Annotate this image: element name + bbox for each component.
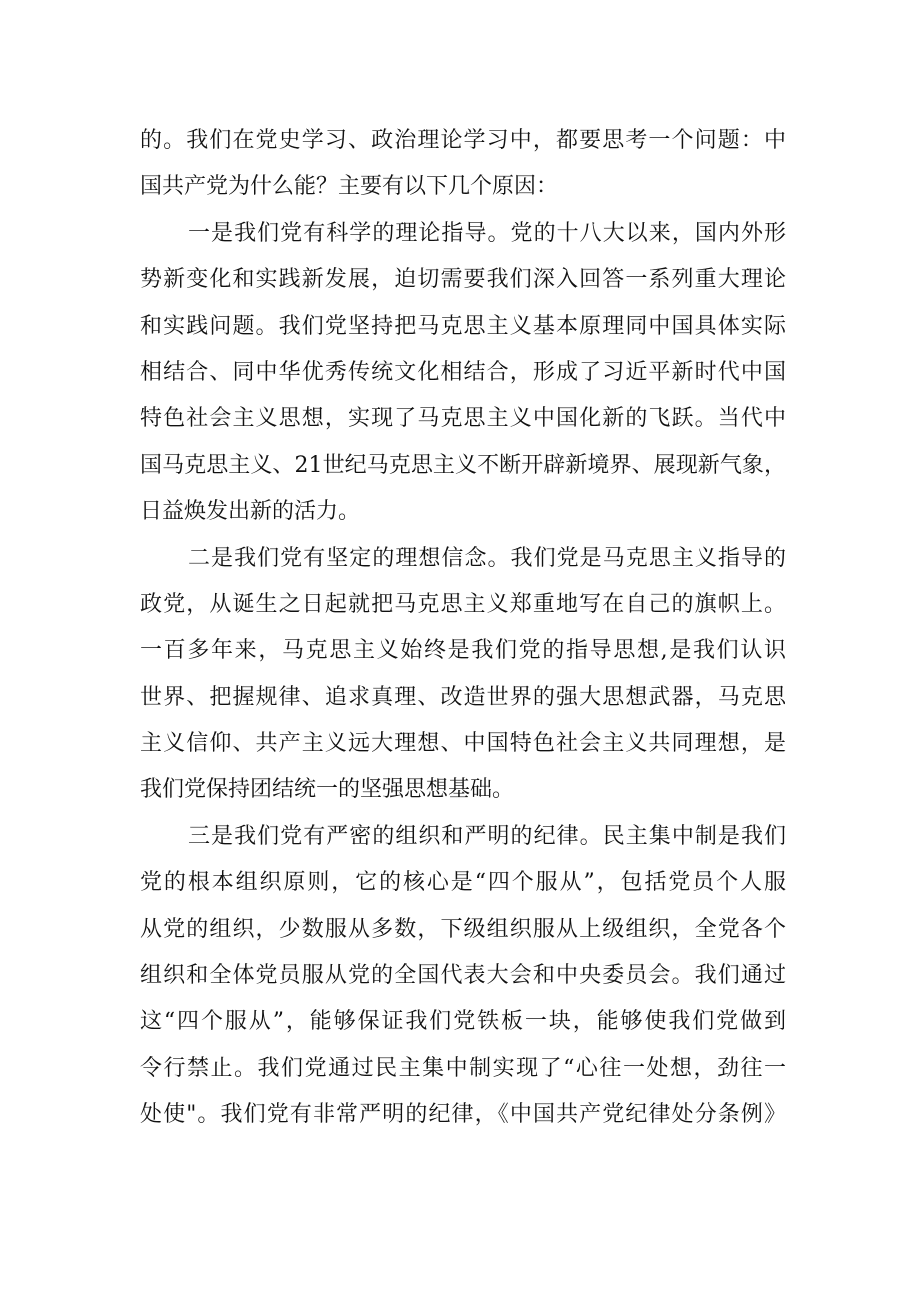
text-line: 二是我们党有坚定的理想信念。我们党是马克思主义指导的 bbox=[188, 545, 786, 571]
text-line: 势新变化和实践新发展，迫切需要我们深入回答一系列重大理论 bbox=[140, 267, 786, 293]
text-line: 特色社会主义思想，实现了马克思主义中国化新的飞跃。当代中 bbox=[140, 406, 786, 432]
text-line: 处使"。我们党有非常严明的纪律，《中国共产党纪律处分条例》 bbox=[140, 1102, 786, 1128]
text-line: 的。我们在党史学习、政治理论学习中，都要思考一个问题：中 bbox=[140, 128, 786, 153]
text-line: 国共产党为什么能？主要有以下几个原因： bbox=[140, 174, 559, 200]
text-line: 令行禁止。我们党通过民主集中制实现了“心往一处想，劲往一 bbox=[140, 1055, 786, 1081]
text-line: 日益焕发出新的活力。 bbox=[140, 499, 361, 525]
text-line: 组织和全体党员服从党的全国代表大会和中央委员会。我们通过 bbox=[140, 963, 786, 989]
text-line: 一百多年来，马克思主义始终是我们党的指导思想,是我们认识 bbox=[140, 638, 786, 664]
text-line: 政党，从诞生之日起就把马克思主义郑重地写在自己的旗帜上。 bbox=[140, 591, 786, 617]
text-line: 这“四个服从”，能够保证我们党铁板一块，能够使我们党做到 bbox=[140, 1009, 786, 1035]
text-line: 党的根本组织原则，它的核心是“四个服从”，包括党员个人服 bbox=[140, 870, 786, 896]
text-line: 三是我们党有严密的组织和严明的纪律。民主集中制是我们 bbox=[188, 823, 786, 849]
text-line: 国马克思主义、21世纪马克思主义不断开辟新境界、展现新气象， bbox=[140, 452, 786, 478]
document-body bbox=[140, 118, 786, 1139]
text-line: 我们党保持团结统一的坚强思想基础。 bbox=[140, 777, 515, 803]
text-line: 世界、把握规律、追求真理、改造世界的强大思想武器，马克思 bbox=[140, 684, 786, 710]
text-line: 一是我们党有科学的理论指导。党的十八大以来，国内外形 bbox=[188, 220, 786, 246]
text-line: 相结合、同中华优秀传统文化相结合，形成了习近平新时代中国 bbox=[140, 359, 786, 385]
text-line: 从党的组织，少数服从多数，下级组织服从上级组织，全党各个 bbox=[140, 916, 786, 942]
text-line: 主义信仰、共产主义远大理想、中国特色社会主义共同理想，是 bbox=[140, 731, 786, 757]
text-line: 和实践问题。我们党坚持把马克思主义基本原理同中国具体实际 bbox=[140, 313, 786, 339]
